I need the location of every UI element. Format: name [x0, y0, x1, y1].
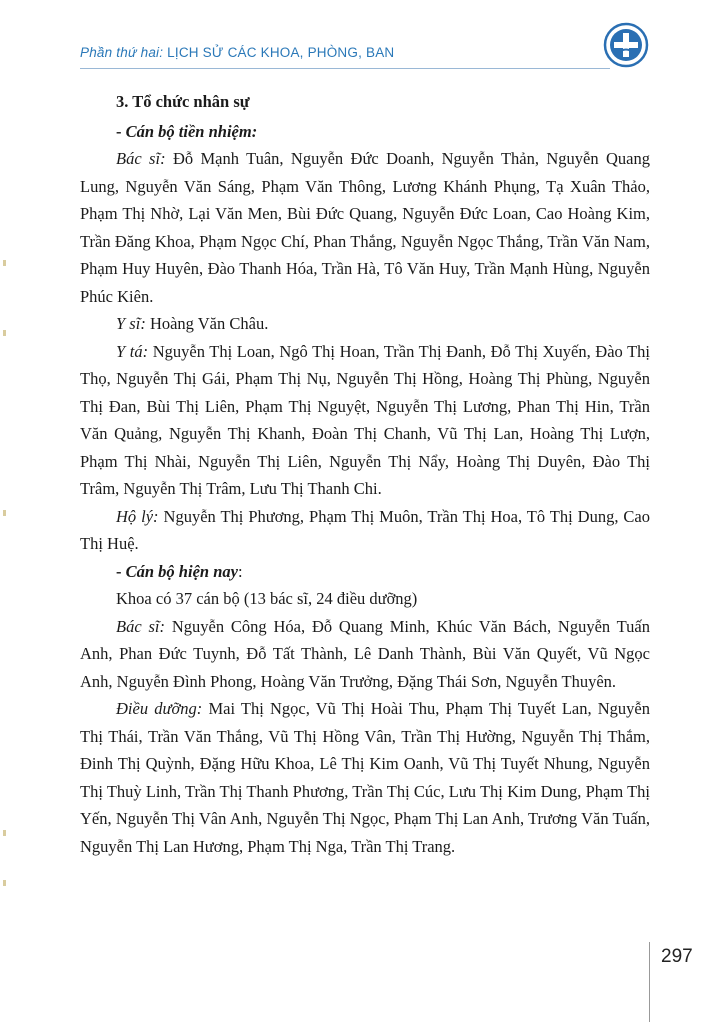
section-heading: 3. Tổ chức nhân sự	[116, 92, 250, 111]
former-carers-list: Nguyễn Thị Phương, Phạm Thị Muôn, Trần Thị Hoa, Tô Thị Dung, Cao Thị Huệ.	[80, 506, 651, 553]
current-summary: Khoa có 37 cán bộ (13 bác sĩ, 24 điều dưỡng)	[116, 589, 418, 608]
footer-divider	[649, 942, 650, 1022]
role-label: Hộ lý	[116, 506, 154, 526]
edge-mark	[3, 330, 6, 336]
current-staff-label: Cán bộ hiện nay	[125, 561, 238, 581]
current-doctors-list: Nguyễn Công Hóa, Đỗ Quang Minh, Khúc Văn Bách, Nguyễn Tuấn Anh, Phan Đức Tuynh, Đỗ Tất Thành, Lê Danh Thành, Bùi Văn Quyết, Vũ Ngọc Anh, Nguyễn Đình Phong, Hoàng Văn Trưởng, Đặng Thái Sơn, Nguyễn Thuyên.	[80, 616, 651, 691]
edge-mark	[3, 880, 6, 886]
former-doctors-paragraph: Bác sĩ: Đỗ Mạnh Tuân, Nguyễn Đức Doanh, Nguyễn Thản, Nguyễn Quang Lung, Nguyễn Văn Sáng, Phạm Văn Thông, Lương Khánh Phụng, Tạ Xuân Thảo, Phạm Thị Nhờ, Lại Văn Men, Bùi Đức Quang, Nguyễn Đức Loan, Cao Hoàng Kim, Trần Đăng Khoa, Phạm Ngọc Chí, Phan Thắng, Nguyễn Ngọc Thắng, Trần Văn Nam, Phạm Huy Huyên, Đào Thanh Hóa, Trần Hà, Tô Văn Huy, Trần Mạnh Hùng, Nguyễn Phúc Kiên.	[80, 149, 650, 306]
former-doctors-list: Đỗ Mạnh Tuân, Nguyễn Đức Doanh, Nguyễn Thản, Nguyễn Quang Lung, Nguyễn Văn Sáng, Phạm Văn Thông, Lương Khánh Phụng, Tạ Xuân Thảo, Phạm Thị Nhờ, Lại Văn Men, Bùi Đức Quang, Nguyễn Đức Loan, Cao Hoàng Kim, Trần Đăng Khoa, Phạm Ngọc Chí, Phan Thắng, Nguyễn Ngọc Thắng, Trần Văn Nam, Phạm Huy Huyên, Đào Thanh Hóa, Trần Hà, Tô Văn Huy, Trần Mạnh Hùng, Nguyễn Phúc Kiên.	[80, 149, 650, 306]
former-assistant-list: Hoàng Văn Châu.	[149, 314, 269, 333]
role-label: Y sĩ	[116, 314, 141, 333]
role-label: Điều dưỡng	[116, 699, 197, 718]
role-label: Bác sĩ	[116, 149, 161, 168]
former-nurses-list: Nguyễn Thị Loan, Ngô Thị Hoan, Trần Thị Đanh, Đỗ Thị Xuyến, Đào Thị Thọ, Nguyễn Thị Gái, Phạm Thị Nụ, Nguyễn Thị Hồng, Hoàng Thị Phùng, Nguyễn Thị Đan, Bùi Thị Liên, Phạm Thị Nguyệt, Nguyễn Thị Lương, Phan Thị Hin, Trần Văn Quảng, Nguyễn Thị Khanh, Đoàn Thị Chanh, Vũ Thị Lan, Hoàng Thị Lượn, Phạm Thị Nhài, Nguyễn Thị Liên, Nguyễn Thị Nẩy, Hoàng Thị Duyên, Đào Thị Trâm, Nguyễn Thị Trâm, Lưu Thị Thanh Chi.	[80, 341, 651, 498]
former-assistant-paragraph: Y sĩ: Hoàng Văn Châu.	[116, 314, 269, 333]
edge-mark	[3, 260, 6, 266]
former-staff-heading: - Cán bộ tiền nhiệm:	[116, 121, 258, 141]
header-prefix: Phần thứ hai:	[80, 45, 164, 60]
page-number: 297	[661, 946, 693, 967]
hospital-logo-icon	[603, 22, 649, 68]
current-staff-heading: - Cán bộ hiện nay:	[116, 561, 243, 581]
header-divider	[80, 68, 610, 69]
role-label: Bác sĩ	[116, 616, 160, 636]
edge-mark	[3, 510, 6, 516]
page-header	[80, 45, 394, 60]
current-doctors-paragraph: Bác sĩ: Nguyễn Công Hóa, Đỗ Quang Minh, Khúc Văn Bách, Nguyễn Tuấn Anh, Phan Đức Tuynh, Đỗ Tất Thành, Lê Danh Thành, Bùi Văn Quyết, Vũ Ngọc Anh, Nguyễn Đình Phong, Hoàng Văn Trưởng, Đặng Thái Sơn, Nguyễn Thuyên.	[80, 616, 651, 691]
main-content	[80, 88, 650, 860]
header-title: LỊCH SỬ CÁC KHOA, PHÒNG, BAN	[167, 45, 395, 60]
edge-mark	[3, 830, 6, 836]
former-nurses-paragraph: Y tá: Nguyễn Thị Loan, Ngô Thị Hoan, Trần Thị Đanh, Đỗ Thị Xuyến, Đào Thị Thọ, Nguyễn Thị Gái, Phạm Thị Nụ, Nguyễn Thị Hồng, Hoàng Thị Phùng, Nguyễn Thị Đan, Bùi Thị Liên, Phạm Thị Nguyệt, Nguyễn Thị Lương, Phan Thị Hin, Trần Văn Quảng, Nguyễn Thị Khanh, Đoàn Thị Chanh, Vũ Thị Lan, Hoàng Thị Lượn, Phạm Thị Nhài, Nguyễn Thị Liên, Nguyễn Thị Nẩy, Hoàng Thị Duyên, Đào Thị Trâm, Nguyễn Thị Trâm, Lưu Thị Thanh Chi.	[80, 341, 651, 498]
former-carers-paragraph: Hộ lý: Nguyễn Thị Phương, Phạm Thị Muôn, Trần Thị Hoa, Tô Thị Dung, Cao Thị Huệ.	[80, 506, 651, 553]
current-nurses-paragraph: Điều dưỡng: Mai Thị Ngọc, Vũ Thị Hoài Thu, Phạm Thị Tuyết Lan, Nguyễn Thị Thái, Trần Văn Thắng, Vũ Thị Hồng Vân, Trần Thị Hường, Nguyễn Thị Thắm, Đinh Thị Quỳnh, Đặng Hữu Khoa, Lê Thị Kim Oanh, Vũ Thị Tuyết Nhung, Nguyễn Thị Thuỳ Linh, Trần Thị Thanh Phương, Trần Thị Cúc, Lưu Thị Kim Dung, Phạm Thị Yến, Nguyễn Thị Vân Anh, Nguyễn Thị Ngọc, Phạm Thị Lan Anh, Trương Văn Tuấn, Nguyễn Thị Lan Hương, Phạm Thị Nga, Trần Thị Trang.	[80, 699, 650, 856]
role-label: Y tá	[116, 341, 143, 361]
former-staff-label: Cán bộ tiền nhiệm:	[125, 121, 258, 141]
current-nurses-list: Mai Thị Ngọc, Vũ Thị Hoài Thu, Phạm Thị Tuyết Lan, Nguyễn Thị Thái, Trần Văn Thắng, Vũ Thị Hồng Vân, Trần Thị Hường, Nguyễn Thị Thắm, Đinh Thị Quỳnh, Đặng Hữu Khoa, Lê Thị Kim Oanh, Vũ Thị Tuyết Nhung, Nguyễn Thị Thuỳ Linh, Trần Thị Thanh Phương, Trần Thị Cúc, Lưu Thị Kim Dung, Phạm Thị Yến, Nguyễn Thị Vân Anh, Nguyễn Thị Ngọc, Phạm Thị Lan Anh, Trương Văn Tuấn, Nguyễn Thị Lan Hương, Phạm Thị Nga, Trần Thị Trang.	[80, 699, 650, 856]
